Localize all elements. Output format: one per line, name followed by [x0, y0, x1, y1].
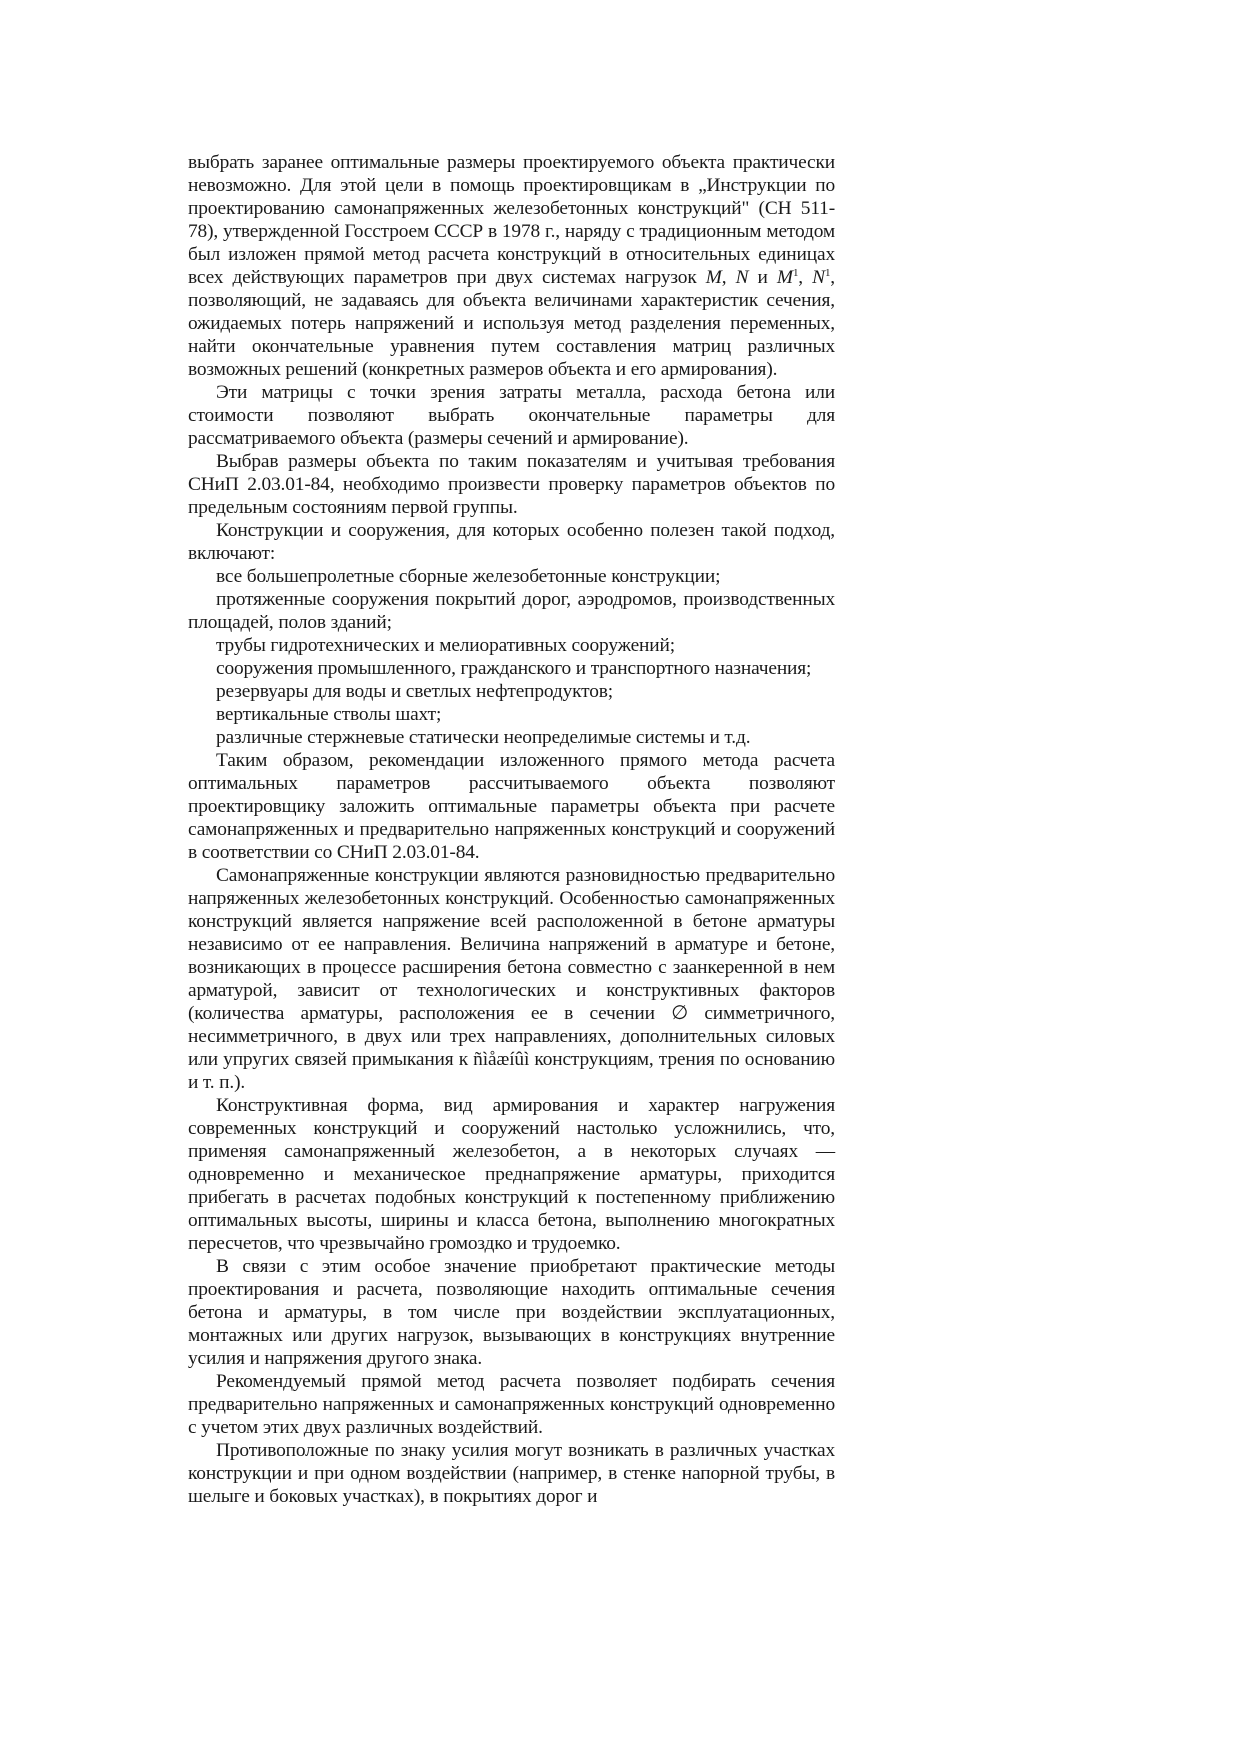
- document-page: [188, 151, 835, 1508]
- list-item: вертикальные стволы шахт;: [216, 704, 442, 725]
- paragraph-8: В связи с этим особое значение приобретают практические методы проектирования и расчета, позволяющие находить оптимальные сечения бетона и арматуры, в том числе при воздействии эксплуатационных, монтажных или других нагрузок, вызывающих в конструкциях внутренние усилия и напряжения другого знака.: [188, 1256, 835, 1369]
- paragraph-3: Выбрав размеры объекта по таким показателям и учитывая требования СНиП 2.03.01-84, необходимо произвести проверку параметров объектов по предельным состояниям первой группы.: [188, 451, 835, 518]
- paragraph-9: Рекомендуемый прямой метод расчета позволяет подбирать сечения предварительно напряженных и самонапряженных конструкций одновременно с учетом этих двух различных воздействий.: [188, 1371, 835, 1438]
- symbol-m: M: [705, 267, 722, 288]
- list-item: протяженные сооружения покрытий дорог, аэродромов, производственных площадей, полов зданий;: [188, 589, 835, 633]
- paragraph-1: выбрать заранее оптимальные размеры проектируемого объекта практически невозможно. Для этой цели в помощь проектировщикам в „Инструкции по проектированию самонапряженных железобетонных конструкций" (СН 511-78), утвержденной Госстроем СССР в 1978 г., наряду с традиционным методом был изложен прямой метод расчета конструкций в относительных единицах всех действующих параметров при двух системах нагрузок M, N и $M^1$, $N^1$, позволяющий, не задаваясь для объекта величинами характеристик сечения, ожидаемых потерь напряжений и используя метод разделения переменных, найти окончательные уравнения путем составления матриц различных возможных решений (конкретных размеров объекта и его армирования).: [188, 152, 835, 380]
- paragraph-10: Противоположные по знаку усилия могут возникать в различных участках конструкции и при одном воздействии (например, в стенке напорной трубы, в шелыге и боковых участках), в покрытиях дорог и: [188, 1440, 835, 1507]
- paragraph-6: Самонапряженные конструкции являются разновидностью предварительно напряженных железобетонных конструкций. Особенностью самонапряженных конструкций является напряжение всей расположенной в бетоне арматуры независимо от ее направления. Величина напряжений в арматуре и бетоне, возникающих в процессе расширения бетона совместно с заанкеренной в нем арматурой, зависит от технологических и конструктивных факторов (количества арматуры, расположения ее в сечении ∅ симметричного, несимметричного, в двух или трех направлениях, дополнительных силовых или упругих связей примыкания к ñìåæíûì конструкциям, трения по основанию и т. п.).: [188, 865, 835, 1093]
- list-item: резервуары для воды и светлых нефтепродуктов;: [216, 681, 614, 702]
- list-item: сооружения промышленного, гражданского и транспортного назначения;: [216, 658, 812, 679]
- list-item: различные стержневые статически неопределимые системы и т.д.: [216, 727, 751, 748]
- paragraph-2: Эти матрицы с точки зрения затраты металла, расхода бетона или стоимости позволяют выбрать окончательные параметры для рассматриваемого объекта (размеры сечений и армирование).: [188, 382, 835, 449]
- symbol-n1: N: [812, 267, 825, 288]
- paragraph-7: Конструктивная форма, вид армирования и характер нагружения современных конструкций и сооружений настолько усложнились, что, применяя самонапряженный железобетон, а в некоторых случаях — одновременно и механическое преднапряжение арматуры, приходится прибегать в расчетах подобных конструкций к постепенному приближению оптимальных высоты, ширины и класса бетона, выполнению многократных пересчетов, что чрезвычайно громоздко и трудоемко.: [188, 1095, 835, 1254]
- paragraph-4: Конструкции и сооружения, для которых особенно полезен такой подход, включают:: [188, 520, 835, 564]
- list-item: трубы гидротехнических и мелиоративных сооружений;: [216, 635, 675, 656]
- symbol-m1: M: [776, 267, 793, 288]
- list-item: все большепролетные сборные железобетонные конструкции;: [216, 566, 721, 587]
- paragraph-5: Таким образом, рекомендации изложенного прямого метода расчета оптимальных параметров рассчитываемого объекта позволяют проектировщику заложить оптимальные параметры объекта при расчете самонапряженных и предварительно напряженных конструкций и сооружений в соответствии со СНиП 2.03.01-84.: [188, 750, 835, 863]
- symbol-n: N: [735, 267, 749, 288]
